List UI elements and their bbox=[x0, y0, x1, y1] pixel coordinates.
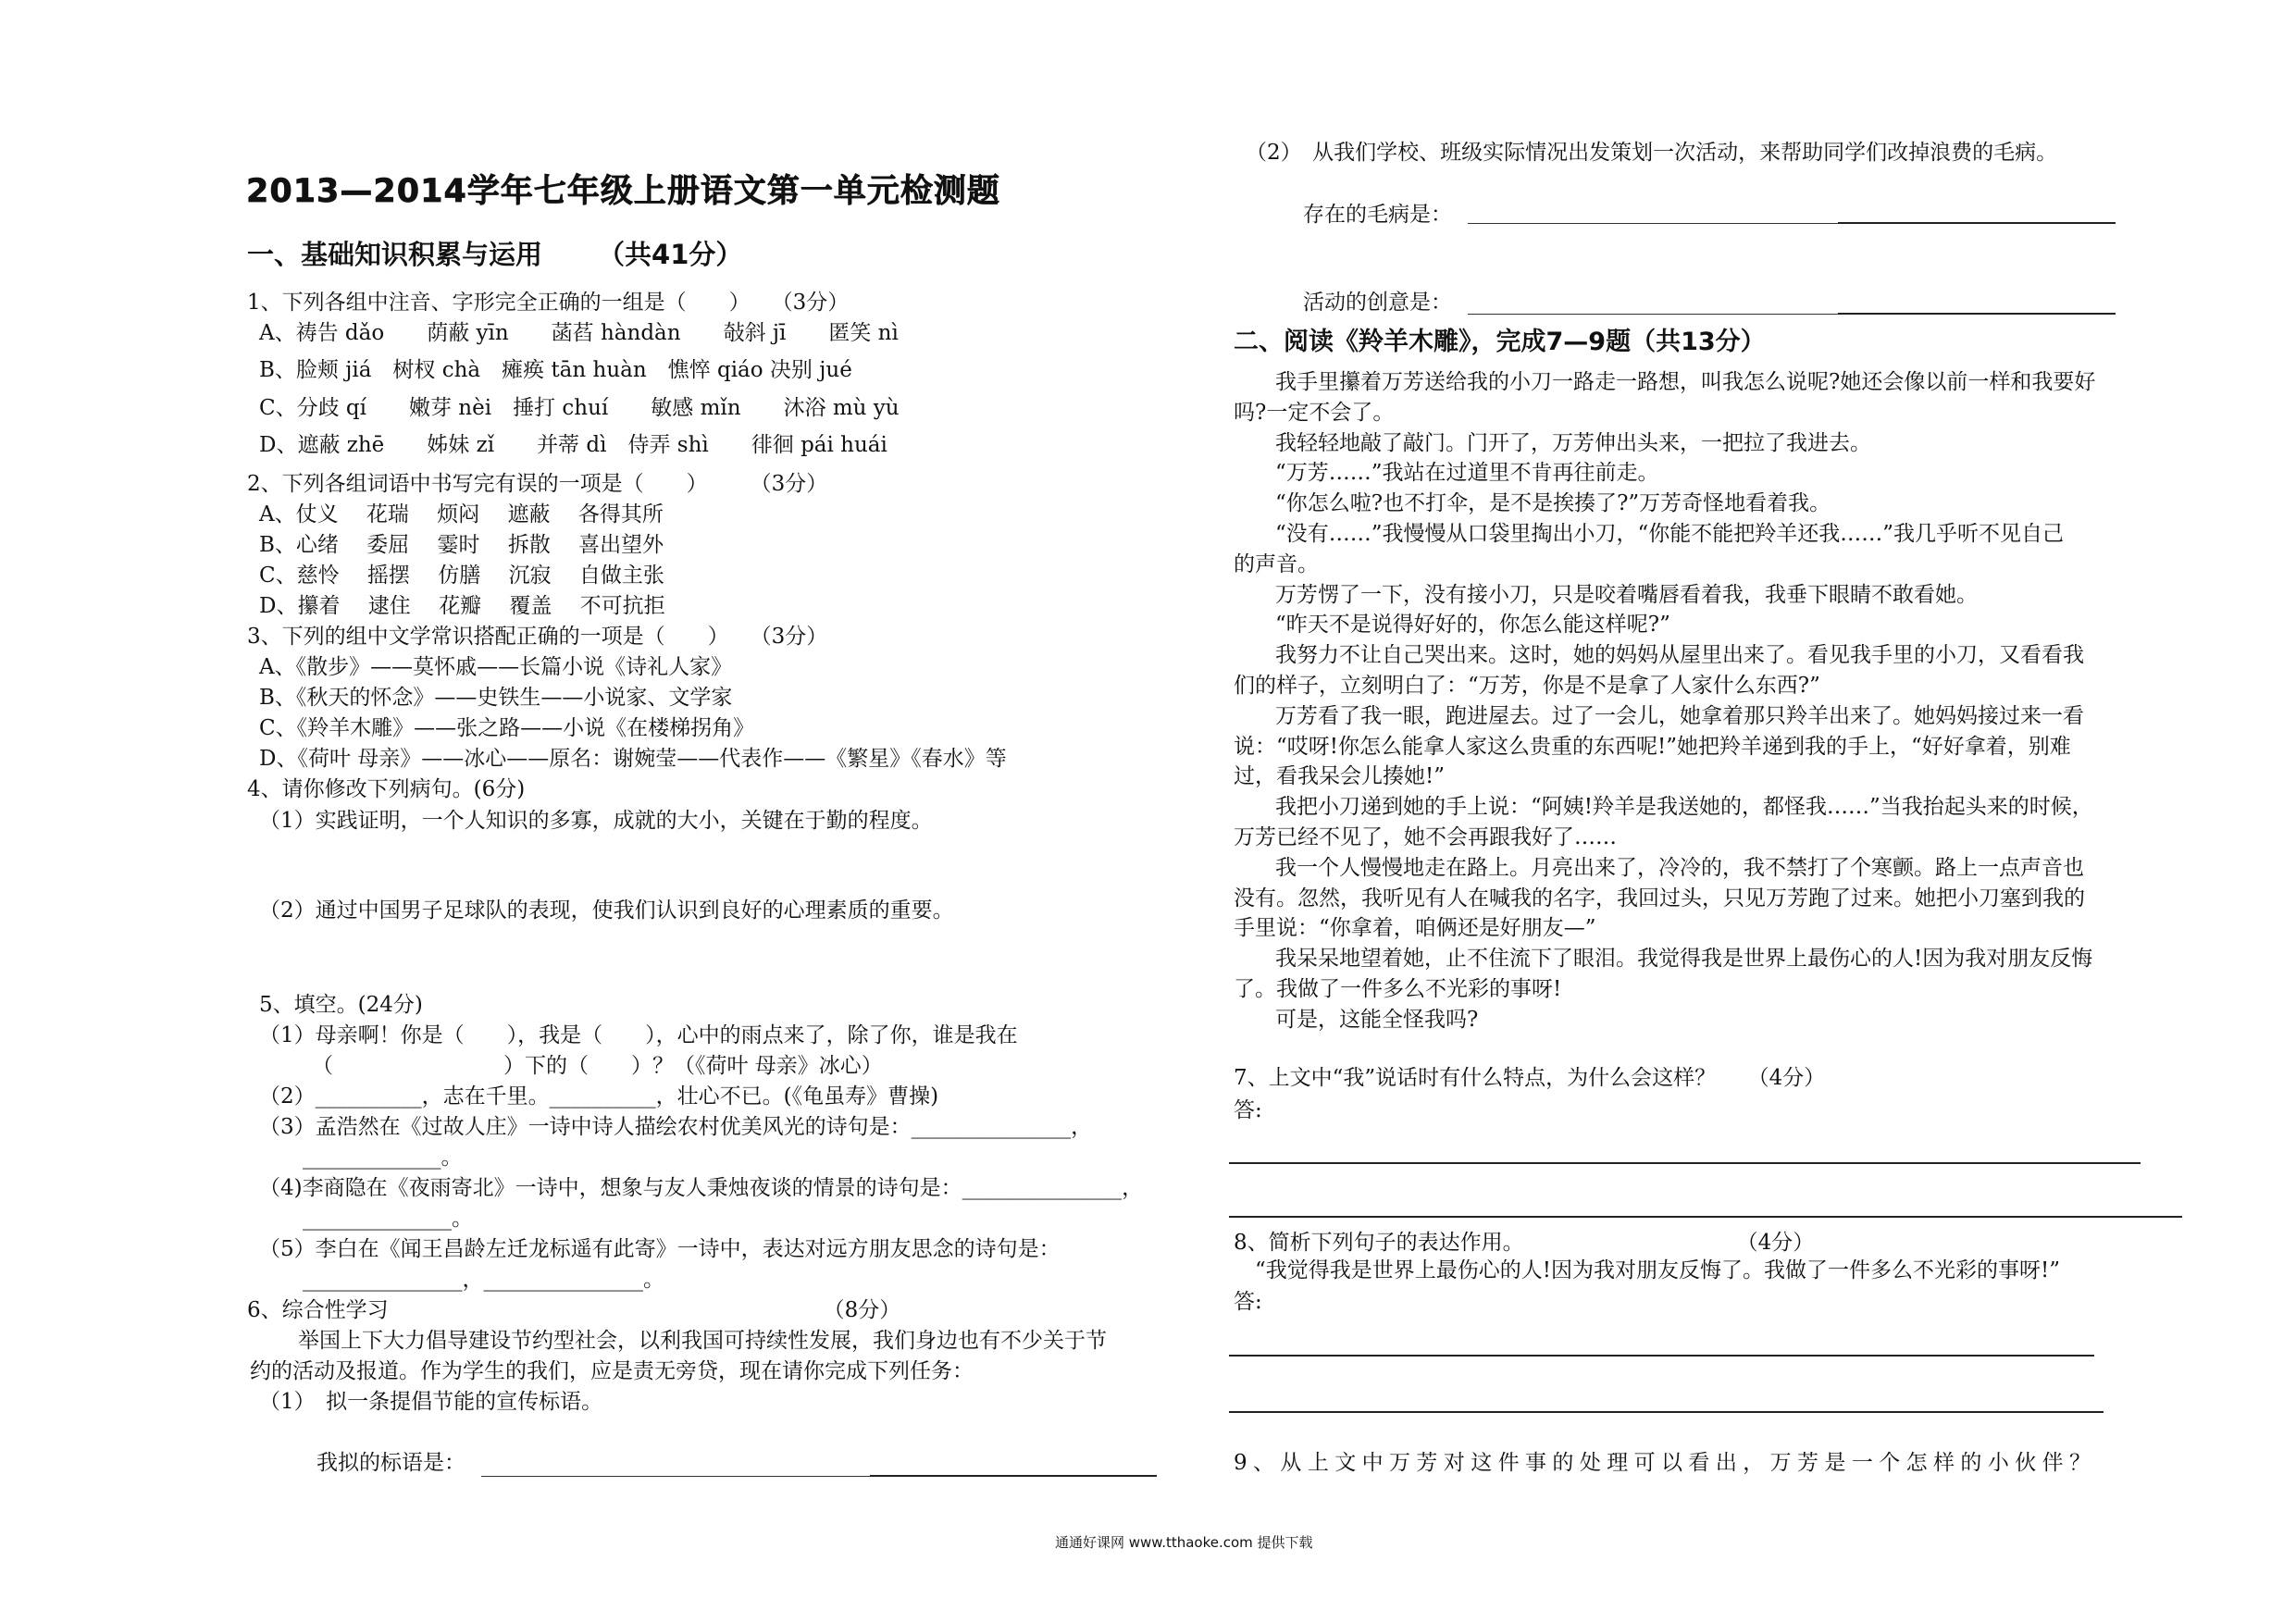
problem-answer-line[interactable] bbox=[1468, 223, 1838, 224]
q2-option-b: B、心绪 委屈 霎时 拆散 喜出望外 bbox=[259, 533, 664, 557]
section1-points: （共41分） bbox=[598, 239, 743, 270]
q8-answer-line-2[interactable] bbox=[1229, 1411, 2104, 1413]
q4-stem: 4、请你修改下列病句。(6分) bbox=[247, 777, 526, 801]
section2-heading: 二、阅读《羚羊木雕》，完成7—9题（共13分） bbox=[1234, 328, 1766, 356]
q6-points: （8分） bbox=[823, 1298, 901, 1322]
q3-option-c: C、《羚羊木雕》——张之路——小说《在楼梯拐角》 bbox=[259, 716, 755, 740]
q5-line-5: _____________。 bbox=[303, 1146, 463, 1170]
passage-line: 的声音。 bbox=[1234, 551, 1319, 576]
passage-line: 我努力不让自己哭出来。这时，她的妈妈从屋里出来了。看见我手里的小刀，又看看我 bbox=[1275, 643, 2084, 668]
passage-line: 我手里攥着万芳送给我的小刀一路走一路想，叫我怎么说呢?她还会像以前一样和我要好 bbox=[1275, 370, 2096, 394]
q1-option-c: C、分歧 qí 嫩芽 nèi 捶打 chuí 敏感 mǐn 沐浴 mù yù bbox=[259, 396, 900, 420]
problem-answer-line-2[interactable] bbox=[1838, 222, 2116, 224]
passage-line: 没有。忽然，我听见有人在喊我的名字，我回过头，只见万芳跑了过来。她把小刀塞到我的 bbox=[1234, 886, 2085, 911]
q7-answer-line-2[interactable] bbox=[1229, 1216, 2182, 1218]
q8-stem: 8、简析下列句子的表达作用。 （4分） bbox=[1234, 1231, 1815, 1255]
passage-line: “昨天不是说得好好的，你怎么能这样呢?” bbox=[1275, 613, 1670, 638]
q7-answer-line-1[interactable] bbox=[1229, 1162, 2141, 1164]
q8-answer-line-1[interactable] bbox=[1229, 1355, 2094, 1357]
passage-line: 手里说：“你拿着，咱俩还是好朋友—” bbox=[1234, 916, 1596, 941]
q1-option-a: A、祷告 dǎo 荫蔽 yīn 菡萏 hàndàn 敧斜 jī 匿笑 nì bbox=[259, 321, 899, 345]
slogan-answer-line[interactable] bbox=[481, 1476, 870, 1477]
q7-answer-label: 答: bbox=[1234, 1098, 1262, 1122]
q1-option-d: D、遮蔽 zhē 姊妹 zǐ 并蒂 dì 侍弄 shì 徘徊 pái huái bbox=[259, 433, 887, 457]
idea-label: 活动的创意是： bbox=[1303, 291, 1452, 315]
q1-option-b: B、脸颊 jiá 树杈 chà 瘫痪 tān huàn 憔悴 qiáo 决别 jué bbox=[259, 358, 852, 382]
section1-heading-text: 一、基础知识积累与运用 bbox=[247, 239, 543, 270]
passage-line: 我把小刀递到她的手上说：“阿姨!羚羊是我送她的，都怪我……”当我抬起头来的时候， bbox=[1275, 795, 2093, 820]
q2-option-d: D、攥着 逮住 花瓣 覆盖 不可抗拒 bbox=[259, 594, 665, 618]
q3-stem: 3、下列的组中文学常识搭配正确的一项是（ ） （3分） bbox=[247, 625, 828, 649]
section1-heading bbox=[247, 241, 742, 268]
q8-answer-label: 答: bbox=[1234, 1290, 1262, 1314]
q2-option-c: C、慈怜 摇摆 仿膳 沉寂 自做主张 bbox=[259, 564, 664, 588]
q8-quote: “我觉得我是世界上最伤心的人!因为我对朋友反悔了。我做了一件多么不光彩的事呀!” bbox=[1255, 1258, 2061, 1282]
q3-option-a: A、《散步》——莫怀戚——长篇小说《诗礼人家》 bbox=[259, 655, 733, 679]
passage-line: 了。我做了一件多么不光彩的事呀! bbox=[1234, 977, 1562, 1001]
q5-line-4: （3）孟浩然在《过故人庄》一诗中诗人描绘农村优美风光的诗句是：_______________， bbox=[259, 1115, 1093, 1139]
passage-line: 过，看我呆会儿揍她!” bbox=[1234, 764, 1446, 789]
q3-option-d: D、《荷叶 母亲》——冰心——原名：谢婉莹——代表作——《繁星》《春水》等 bbox=[259, 747, 1007, 771]
q5-line-7: ______________。 bbox=[303, 1207, 473, 1231]
q5-line-1: （1）母亲啊！你是（ ），我是（ ），心中的雨点来了，除了你，谁是我在 bbox=[259, 1023, 1018, 1047]
q6-task-1: （1） 拟一条提倡节能的宣传标语。 bbox=[259, 1390, 603, 1414]
q7-stem: 7、上文中“我”说话时有什么特点，为什么会这样？ （4分） bbox=[1234, 1066, 1826, 1090]
passage-line: 我呆呆地望着她，止不住流下了眼泪。我觉得我是世界上最伤心的人!因为我对朋友反悔 bbox=[1275, 947, 2093, 972]
q5-line-6: （4)李商隐在《夜雨寄北》一诗中，想象与友人秉烛夜谈的情景的诗句是：_______________， bbox=[259, 1176, 1144, 1200]
q6-paragraph-1: 举国上下大力倡导建设节约型社会，以利我国可持续性发展，我们身边也有不少关于节 bbox=[298, 1329, 1107, 1353]
q9-stem: 9、从上文中万芳对这件事的处理可以看出，万芳是一个怎样的小伙伴？ bbox=[1234, 1451, 2097, 1475]
passage-line: 们的样子，立刻明白了：“万芳，你是不是拿了人家什么东西?” bbox=[1234, 674, 1820, 698]
q4-sentence-2: （2）通过中国男子足球队的表现，使我们认识到良好的心理素质的重要。 bbox=[259, 898, 954, 923]
passage-line: “没有……”我慢慢从口袋里掏出小刀，“你能不能把羚羊还我……”我几乎听不见自己 bbox=[1275, 522, 2065, 546]
q5-stem: 5、填空。(24分) bbox=[259, 993, 423, 1017]
q5-line-2: （ ）下的（ ）？（《荷叶 母亲》冰心） bbox=[312, 1054, 883, 1078]
problem-label: 存在的毛病是： bbox=[1303, 203, 1452, 227]
q6-paragraph-2: 约的活动及报道。作为学生的我们，应是责无旁贷，现在请你完成下列任务： bbox=[250, 1359, 974, 1383]
idea-answer-line[interactable] bbox=[1468, 314, 1838, 315]
passage-line: “你怎么啦?也不打伞，是不是挨揍了?”万芳奇怪地看着我。 bbox=[1275, 491, 1831, 516]
footer-credit: 通通好课网 www.tthaoke.com 提供下载 bbox=[1055, 1534, 1313, 1551]
q5-line-9: _______________，_______________。 bbox=[303, 1268, 664, 1292]
passage-line: “万芳……”我站在过道里不肯再往前走。 bbox=[1275, 461, 1659, 486]
q5-line-3: （2）__________，志在千里。__________，壮心不已。(《龟虽寿》曹操) bbox=[259, 1084, 939, 1109]
q3-option-b: B、《秋天的怀念》——史铁生——小说家、文学家 bbox=[259, 686, 733, 710]
passage-line: 万芳愣了一下，没有接小刀，只是咬着嘴唇看着我，我垂下眼睛不敢看她。 bbox=[1275, 582, 1978, 607]
idea-answer-line-2[interactable] bbox=[1838, 313, 2116, 315]
q2-option-a: A、仗义 花瑞 烦闷 遮蔽 各得其所 bbox=[259, 502, 664, 527]
q6-stem-row bbox=[247, 1296, 900, 1324]
q5-line-8: （5）李白在《闻王昌龄左迁龙标遥有此寄》一诗中，表达对远方朋友思念的诗句是： bbox=[259, 1237, 1061, 1261]
page-title: 2013—2014学年七年级上册语文第一单元检测题 bbox=[246, 173, 1000, 210]
q1-stem: 1、下列各组中注音、字形完全正确的一组是（ ） （3分） bbox=[247, 291, 850, 315]
passage-line: 可是，这能全怪我吗? bbox=[1275, 1007, 1479, 1032]
slogan-label: 我拟的标语是： bbox=[316, 1451, 465, 1475]
q4-sentence-1: （1）实践证明，一个人知识的多寡，成就的大小，关键在于勤的程度。 bbox=[259, 809, 933, 833]
q6-stem: 6、综合性学习 bbox=[247, 1298, 389, 1322]
q2-stem: 2、下列各组词语中书写完有误的一项是（ ） （3分） bbox=[247, 472, 828, 496]
passage-line: 我轻轻地敲了敲门。门开了，万芳伸出头来，一把拉了我进去。 bbox=[1275, 430, 1871, 455]
q6-task-2: （2） 从我们学校、班级实际情况出发策划一次活动，来帮助同学们改掉浪费的毛病。 bbox=[1246, 141, 2058, 165]
passage-line: 我一个人慢慢地走在路上。月亮出来了，冷冷的，我不禁打了个寒颤。路上一点声音也 bbox=[1275, 855, 2084, 880]
slogan-answer-line-2[interactable] bbox=[870, 1475, 1157, 1477]
passage-line: 吗?一定不会了。 bbox=[1234, 400, 1395, 425]
passage-line: 万芳看了我一眼，跑进屋去。过了一会儿，她拿着那只羚羊出来了。她妈妈接过来一看 bbox=[1275, 703, 2084, 728]
passage-line: 说：“哎呀!你怎么能拿人家这么贵重的东西呢!”她把羚羊递到我的手上，“好好拿着，别难 bbox=[1234, 734, 2071, 759]
passage-line: 万芳已经不见了，她不会再跟我好了…… bbox=[1234, 825, 1617, 849]
